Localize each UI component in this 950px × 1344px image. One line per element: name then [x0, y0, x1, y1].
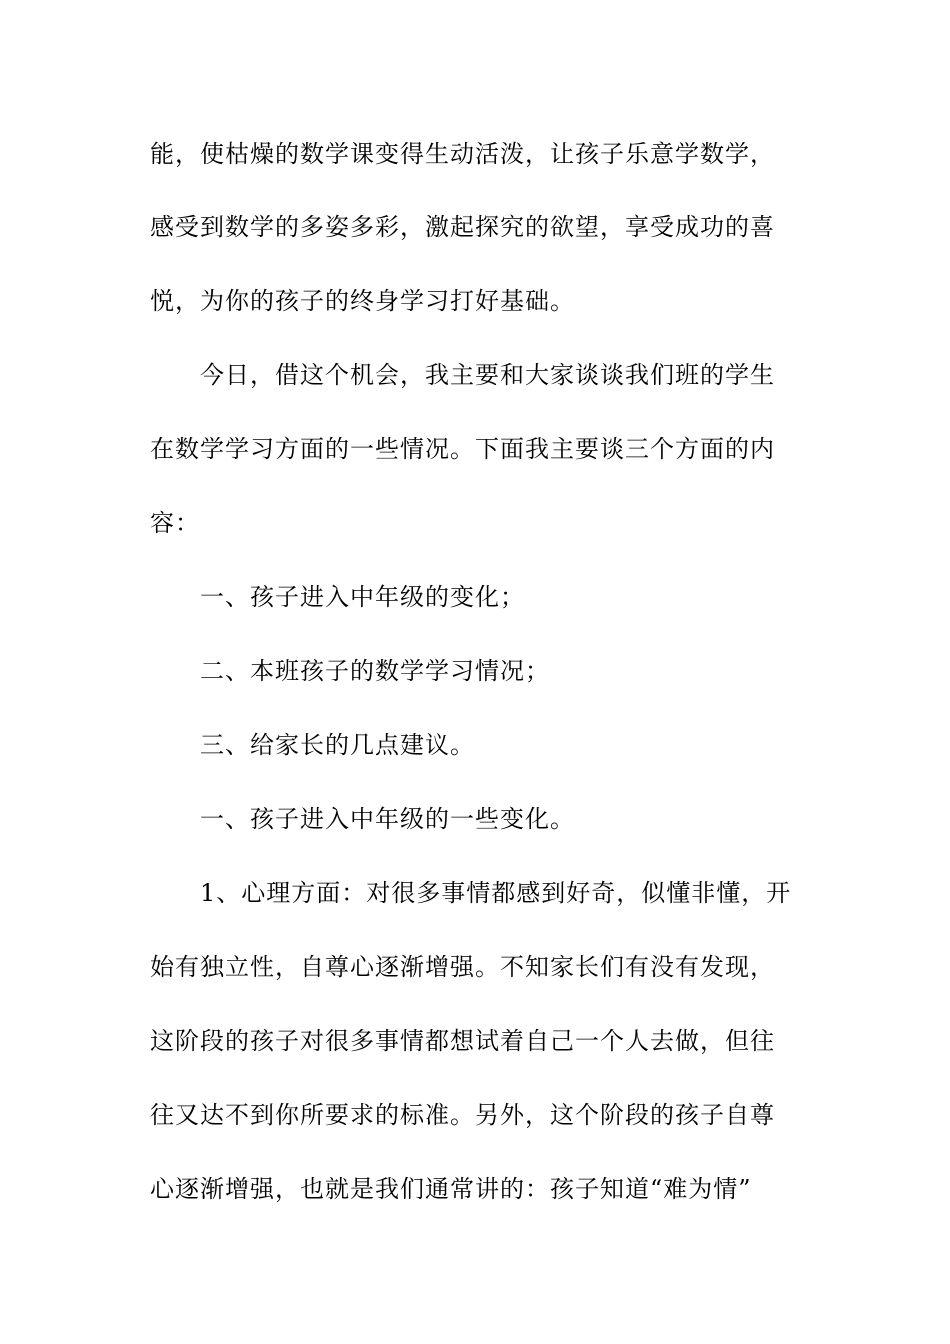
paragraph-line: 在数学学习方面的一些情况。下面我主要谈三个方面的内	[150, 435, 775, 463]
paragraph-line: 心逐渐增强，也就是我们通常讲的：孩子知道“难为情”	[150, 1175, 752, 1203]
paragraph-line: 感受到数学的多姿多彩，激起探究的欲望，享受成功的喜	[150, 213, 775, 241]
list-item: 二、本班孩子的数学学习情况；	[200, 657, 550, 685]
paragraph-line: 1、心理方面：对很多事情都感到好奇，似懂非懂，开	[200, 879, 792, 907]
list-item: 一、孩子进入中年级的变化；	[200, 583, 525, 611]
paragraph-line: 这阶段的孩子对很多事情都想试着自己一个人去做，但往	[150, 1027, 775, 1055]
paragraph-line: 始有独立性，自尊心逐渐增强。不知家长们有没有发现，	[150, 953, 775, 981]
paragraph-line: 能，使枯燥的数学课变得生动活泼，让孩子乐意学数学，	[150, 140, 775, 168]
list-item: 三、给家长的几点建议。	[200, 731, 475, 759]
section-heading: 一、孩子进入中年级的一些变化。	[200, 805, 575, 833]
paragraph-line: 容：	[150, 509, 200, 537]
paragraph-line: 悦，为你的孩子的终身学习打好基础。	[150, 287, 575, 315]
paragraph-line: 今日，借这个机会，我主要和大家谈谈我们班的学生	[200, 361, 775, 389]
paragraph-line: 往又达不到你所要求的标准。另外，这个阶段的孩子自尊	[150, 1101, 775, 1129]
